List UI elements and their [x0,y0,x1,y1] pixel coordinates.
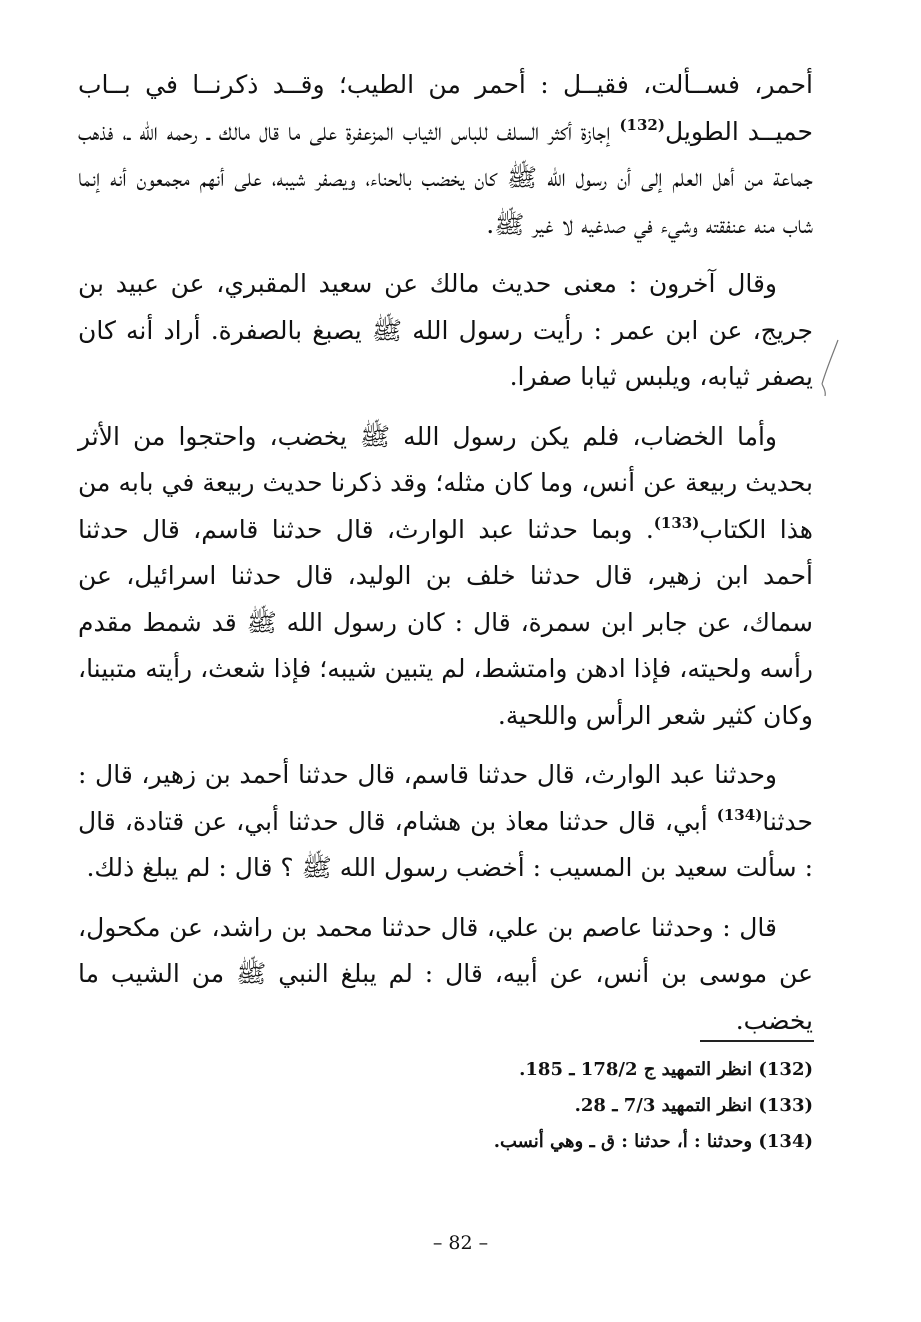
footnote-134: (134) وحدثنا : أ، حدثنا : ق ـ وهي أنسب. [493,1131,813,1152]
paragraph-4: وحدثنا عبد الوارث، قال حدثنا قاسم، قال حدثنا أحمد بن زهير، قال : حدثنا$^{(134)}$ أبي، قال حدثنا معاذ بن هشام، قال حدثنا أبي، عن قتادة، قال : سألت سعيد بن المسيب : أخضب رسول الله ﷺ ؟ قال : لم يبلغ ذلك. [78,760,813,882]
main-text [78,62,813,1057]
paragraph-2: وقال آخرون : معنى حديث مالك عن سعيد المقبري، عن عبيد بن جريج، عن ابن عمر : رأيت رسول الله ﷺ يصبغ بالصفرة. أراد أنه كان يصفر ثيابه، ويلبس ثيابا صفرا. [78,269,813,391]
paragraph-1: أحمر، فســألت، فقيــل : أحمر من الطيب؛ وقــد ذكرنــا في بــاب حميــد الطويل$^{(132)}$ إجازة أكثر السلف للباس الثياب المزعفرة على ما قال مالك ـ رحمه الله ـ، فذهب جماعة من أهل العلم إلى أن رسول الله ﷺ كان يخضب بالحناء، ويصفر شيبه، على أنهم مجمعون أنه إنما شاب منه عنفقته وشيء في صدغيه لا غير ﷺ. [78,70,813,239]
footnote-ref-134[interactable]: (134) [716,805,763,824]
paragraph-5: قال : وحدثنا عاصم بن علي، قال حدثنا محمد بن راشد، عن مكحول، عن موسى بن أنس، عن أبيه، قال : لم يبلغ النبي ﷺ من الشيب ما يخضب. [78,912,813,1035]
footnote-divider [700,1040,814,1042]
footnote-ref-133[interactable]: (133) [653,513,700,532]
footnote-132: (132) انظر التمهيد ج 178/2 ـ 185. [519,1059,813,1080]
page-number: – 82 – [432,1232,489,1254]
footnote-ref-132[interactable]: (132) [619,115,665,134]
margin-pencil-mark [820,338,842,398]
paragraph-3: وأما الخضاب، فلم يكن رسول الله ﷺ يخضب، واحتجوا من الأثر بحديث ربيعة عن أنس، وما كان مثله؛ وقد ذكرنا حديث ربيعة في بابه من هذا الكتاب$^{(133)}$. وبما حدثنا عبد الوارث، قال حدثنا قاسم، قال حدثنا أحمد ابن زهير، قال حدثنا خلف بن الوليد، قال حدثنا اسرائيل، عن سماك، عن جابر ابن سمرة، قال : كان رسول الله ﷺ قد شمط مقدم رأسه ولحيته، فإذا ادهن وامتشط، لم يتبين شيبه؛ فإذا شعث، رأيته متبينا، وكان كثير شعر الرأس واللحية. [78,421,813,730]
footnote-133: (133) انظر التمهيد 7/3 ـ 28. [574,1095,813,1116]
footnotes [78,1052,813,1160]
